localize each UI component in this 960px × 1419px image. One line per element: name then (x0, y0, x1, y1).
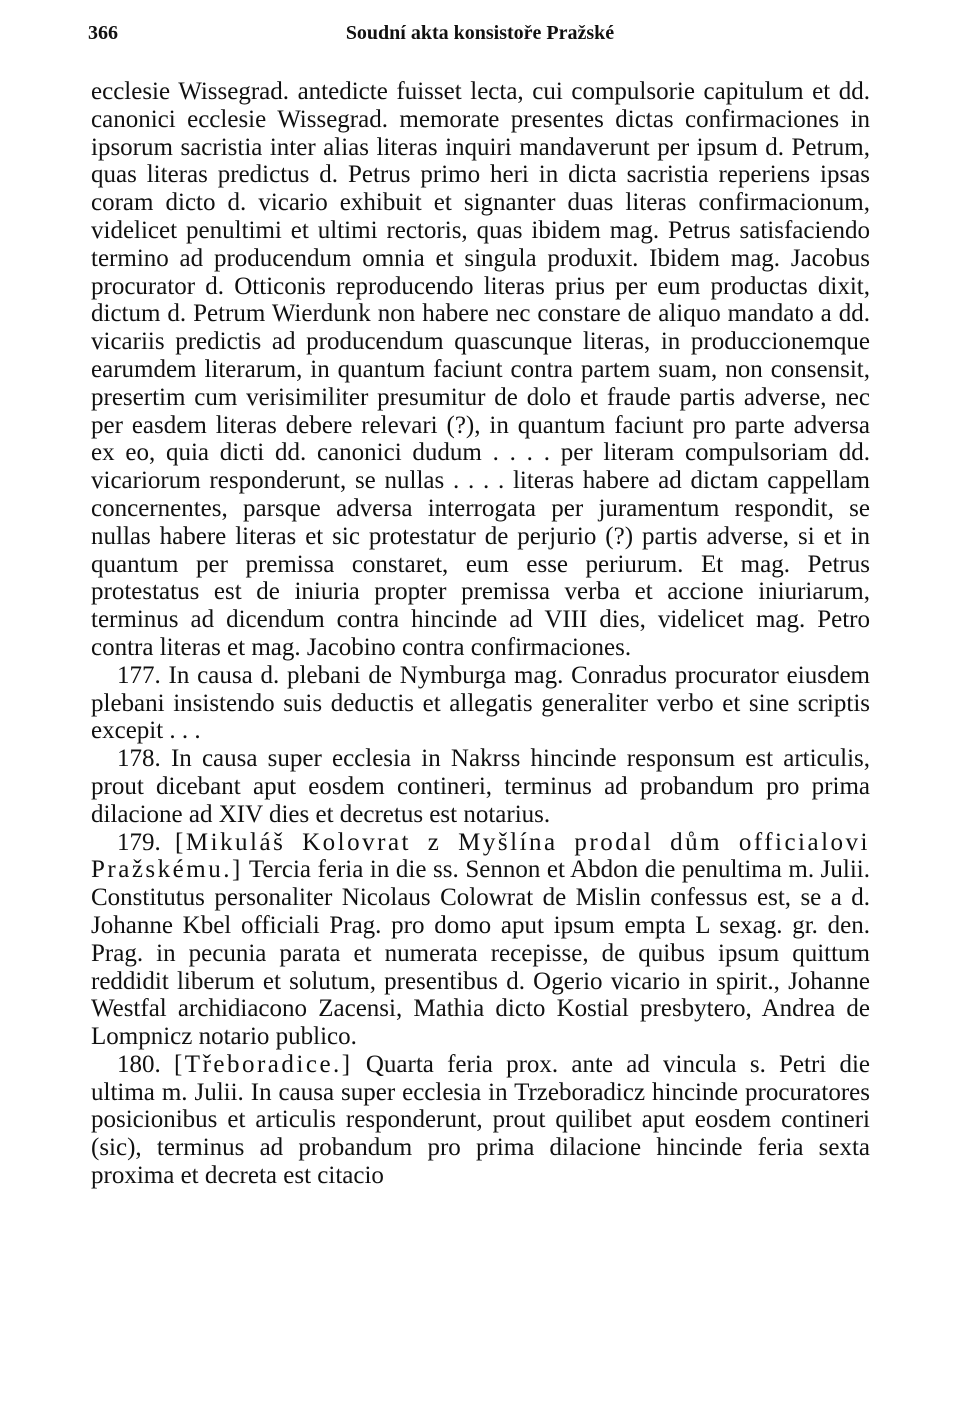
entry-number: 178. (117, 745, 161, 773)
paragraph-text: ecclesie Wissegrad. antedicte fuisset lecta, cui compulsorie capitulum et dd. canonici ecclesie Wissegrad. memorate presentes dictas confirmaciones in ipsorum sacristia inter alias literas inquiri mandaverunt per ipsum d. Petrum, quas literas predictus d. Petrus primo heri in dicta sacristia reperiens ipsas coram dicto d. vicario exhibuit et signanter duas literas confirmacionum, videlicet penultimi et ultimi rectoris, quas ibidem mag. Petrus satisfaciendo termino ad producendum omnia et singula produxit. Ibidem mag. Jacobus procurator d. Otticonis reproducendo literas prius per eum productas dixit, dictum d. Petrum Wierdunk non habere nec constare de aliquo mandato a dd. vicariis predictis ad producendum quascunque literas, in produccionemque earumdem literarum, in quantum faciunt contra partem suam, non consensit, presertim cum verisimiliter presumitur de dolo et fraude partis adverse, nec per easdem literas debere relevari (?), in quantum faciunt pro parte adversa ex eo, quia dicti dd. canonici dudum . . . . per literam compulsoriam dd. vicariorum responderunt, se nullas . . . . literas habere ad dictam cappellam concernentes, parsque adversa interrogata per juramentum respondit, se nullas habere literas et sic protestatur de perjurio (?) partis adverse, si et in quantum per premissa constaret, eum esse periurum. Et mag. Petrus protestatus est de iniuria propter premissa verba et accione iniuriarum, terminus ad dicendum contra hincinde ad VIII dies, videlicet mag. Petro contra literas et mag. Jacobino contra confirmaciones. (91, 78, 870, 661)
entry-179 (91, 829, 870, 1051)
entry-180 (91, 1051, 870, 1190)
page-number: 366 (88, 22, 118, 44)
entry-177 (91, 662, 870, 745)
running-head (88, 22, 872, 52)
entry-number: 179. (117, 828, 161, 856)
entry-number: 180. (117, 1050, 161, 1078)
entry-heading: [Mikuláš Kolovrat z Myšlína prodal dům officialovi Pražskému.] (91, 828, 870, 884)
entry-text: In causa d. plebani de Nymburga mag. Conradus procurator eiusdem plebani insistendo suis deductis et allegatis generaliter verbo et sine scriptis excepit . . . (91, 661, 870, 745)
entry-text: Quarta feria prox. ante ad vincula s. Petri die ultima m. Julii. In causa super ecclesia in Trzeboradicz hincinde procuratores posicionibus et articulis responderunt, prout quilibet aput eosdem contineri (sic), terminus ad probandum pro prima dilacione hincinde feria sexta proxima et decreta est citacio (91, 1050, 871, 1190)
entry-178 (91, 745, 870, 828)
running-title: Soudní akta konsistoře Pražské (345, 22, 615, 44)
entry-heading: [Třeboradice.] (173, 1050, 353, 1078)
entry-number: 177. (117, 661, 161, 689)
paragraph-continuation (91, 78, 870, 662)
entry-text: In causa super ecclesia in Nakrss hincinde responsum est articulis, prout dicebant aput eosdem contineri, terminus ad probandum pro prima dilacione ad XIV dies et decretus est notarius. (91, 745, 871, 828)
entry-text: Tercia feria in die ss. Sennon et Abdon die penultima m. Julii. Constitutus personaliter Nicolaus Colowrat de Mislin confessus est, se a d. Johanne Kbel officiali Prag. pro domo aput ipsum empta L sexag. gr. den. Prag. in pecunia parata et numerata recepisse, de quibus ipsum quittum reddidit liberum et solutum, presentibus d. Ogerio vicario in spirit., Johanne Westfal archidiacono Zacensi, Mathia dicto Kostial presbytero, Andrea de Lompnicz notario publico. (91, 856, 870, 1051)
body-text (91, 78, 870, 1190)
